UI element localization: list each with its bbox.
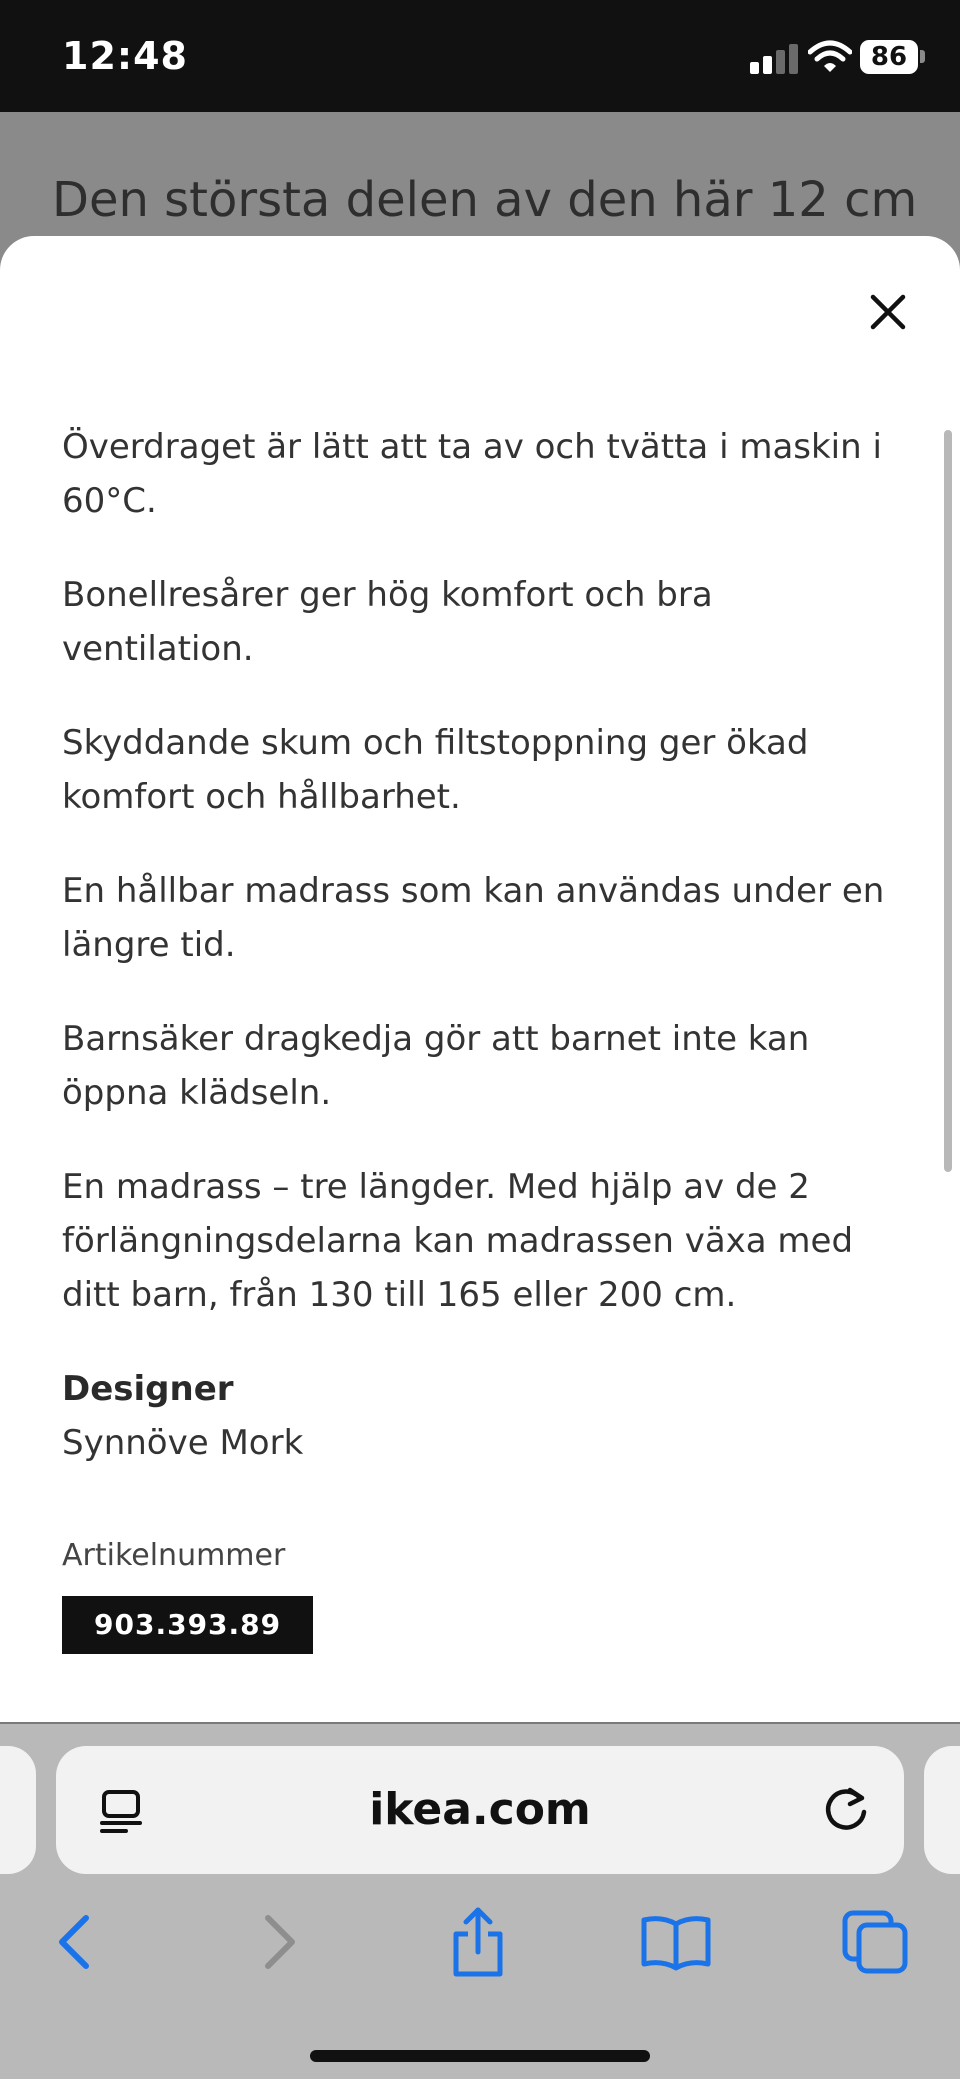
previous-tab-preview[interactable] (0, 1746, 36, 1874)
feature-paragraph: Överdraget är lätt att ta av och tvätta i maskin i 60°C. (62, 427, 882, 521)
feature-paragraph: En madrass – tre längder. Med hjälp av de 2 förlängningsdelarna kan madrassen växa med ditt barn, från 130 till 165 eller 200 cm. (62, 1167, 854, 1315)
close-icon (868, 292, 908, 332)
article-number-label: Artikelnummer (62, 1538, 286, 1573)
close-button[interactable] (858, 282, 918, 342)
battery-nub (920, 50, 925, 63)
article-number-badge: 903.393.89 (62, 1596, 313, 1654)
bookmarks-icon (640, 1912, 712, 1972)
scrollbar[interactable] (944, 430, 952, 1172)
status-bar (0, 0, 960, 112)
feature-paragraph: Barnsäker dragkedja gör att barnet inte kan öppna klädseln. (62, 1019, 810, 1113)
bookmarks-button[interactable] (636, 1906, 716, 1978)
designer-name: Synnöve Mork (62, 1423, 304, 1463)
browser-toolbar (0, 1722, 960, 2079)
signal-icon (750, 42, 798, 74)
background-heading: Den största delen av den här 12 cm (52, 172, 918, 228)
tabs-button[interactable] (836, 1906, 916, 1978)
sheet-content (62, 420, 892, 1654)
product-details-sheet (0, 236, 960, 1722)
battery-icon: 86 (860, 40, 918, 74)
tabs-icon (841, 1909, 911, 1975)
feature-paragraph: Skyddande skum och filtstoppning ger ökad komfort och hållbarhet. (62, 723, 809, 817)
wifi-icon (808, 40, 852, 74)
status-time: 12:48 (62, 34, 188, 78)
forward-icon (258, 1912, 302, 1972)
reload-icon[interactable] (820, 1784, 872, 1836)
share-icon (448, 1906, 508, 1978)
designer-label: Designer (62, 1369, 234, 1409)
back-icon (52, 1912, 96, 1972)
url-text[interactable]: ikea.com (369, 1784, 591, 1835)
forward-button[interactable] (240, 1906, 320, 1978)
home-indicator (310, 2050, 650, 2062)
feature-paragraph: Bonellresårer ger hög komfort och bra ventilation. (62, 575, 713, 669)
address-bar[interactable] (56, 1746, 904, 1874)
feature-paragraph: En hållbar madrass som kan användas under en längre tid. (62, 871, 885, 965)
next-tab-preview[interactable] (924, 1746, 960, 1874)
back-button[interactable] (34, 1906, 114, 1978)
share-button[interactable] (438, 1906, 518, 1978)
